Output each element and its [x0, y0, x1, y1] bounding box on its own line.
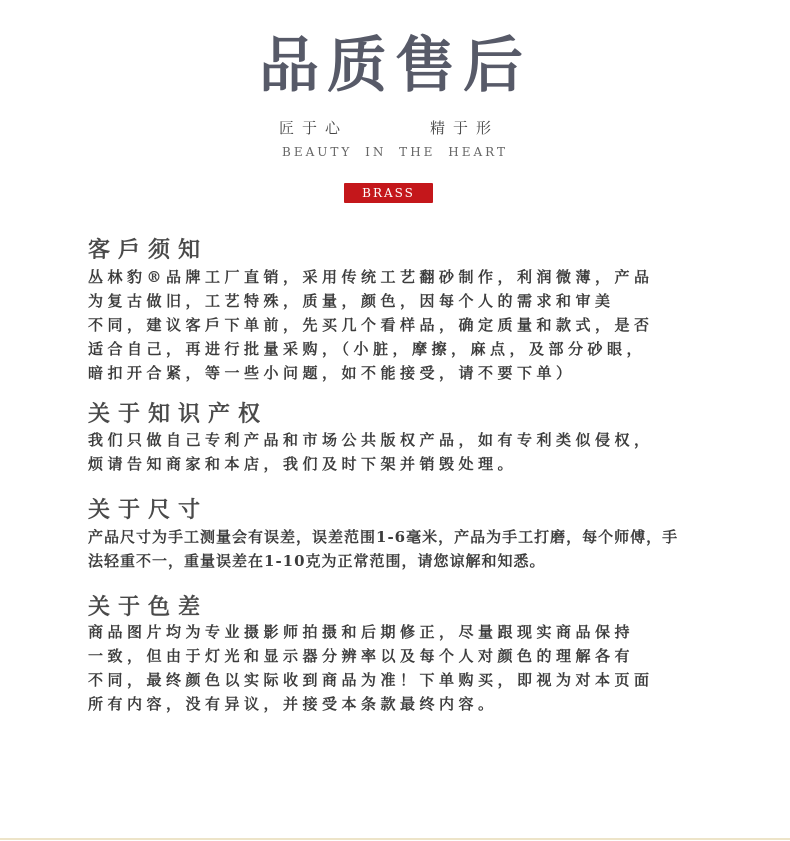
section-title-color-diff: 关于色差	[88, 594, 209, 620]
section-body-color-diff	[88, 620, 654, 716]
section-body-size	[88, 525, 678, 573]
paragraph-line: 烦请告知商家和本店，我们及时下架并销毁处理。	[88, 455, 518, 473]
paragraph-line: 为复古做旧，工艺特殊，质量，颜色，因每个人的需求和审美	[88, 292, 615, 310]
section-body-customer-notice	[88, 265, 654, 385]
tagline-chinese	[0, 117, 790, 139]
section-title-size: 关于尺寸	[88, 497, 209, 523]
section-title-customer-notice: 客戶须知	[88, 237, 209, 263]
paragraph-line: 一致，但由于灯光和显示器分辨率以及每个人对颜色的理解各有	[88, 647, 635, 665]
paragraph-line: 丛林豹®品牌工厂直销，采用传统工艺翻砂制作，利润微薄，产品	[88, 268, 654, 286]
paragraph-line: 暗扣开合紧，等一些小问题，如不能接受，请不要下单）	[88, 364, 576, 382]
paragraph-line: 产品尺寸为手工测量会有误差，误差范围1-6毫米，产品为手工打磨，每个师傅，手	[88, 528, 679, 546]
section-body-ip	[88, 428, 654, 476]
bottom-divider	[0, 838, 790, 840]
page-title: 品质售后	[259, 31, 531, 101]
paragraph-line: 商品图片均为专业摄影师拍摄和后期修正，尽量跟现实商品保持	[88, 623, 635, 641]
paragraph-line: 我们只做自己专利产品和市场公共版权产品，如有专利类似侵权，	[88, 431, 654, 449]
tagline-left: 匠于心	[279, 119, 349, 137]
tagline-english: BEAUTY IN THE HEART	[282, 145, 508, 159]
paragraph-line: 所有内容，没有异议，并接受本条款最终内容。	[88, 695, 498, 713]
tagline-right: 精于形	[430, 119, 500, 137]
brass-badge: BRASS	[344, 183, 433, 203]
paragraph-line: 不同，最终颜色以实际收到商品为准！下单购买，即视为对本页面	[88, 671, 654, 689]
paragraph-line: 法轻重不一，重量误差在1-10克为正常范围，请您谅解和知悉。	[88, 552, 546, 570]
paragraph-line: 不同，建议客戶下单前，先买几个看样品，确定质量和款式，是否	[88, 316, 654, 334]
section-title-ip: 关于知识产权	[88, 401, 269, 427]
paragraph-line: 适合自己，再进行批量采购，（小脏，摩擦，麻点，及部分砂眼，	[88, 340, 647, 358]
